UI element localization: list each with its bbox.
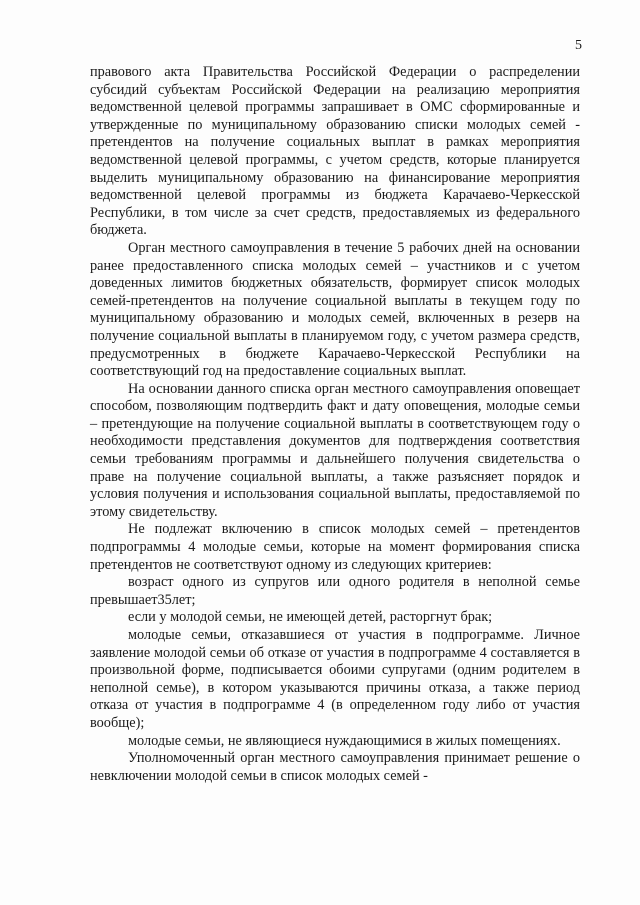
criterion-housing: молодые семьи, не являющиеся нуждающимися в жилых помещениях. — [128, 732, 561, 749]
document-body — [90, 64, 580, 785]
criterion-refusal: молодые семьи, отказавшиеся от участия в подпрограмме. Личное заявление молодой семьи об отказе от участия в подпрограмме 4 составляется в произвольной форме, подписывается обоими супругами (одним родителем в неполной семье), в котором указываются причины отказа, а также период отказа от участия в подпрограмме 4 (в определенном году либо от участия вообще); — [90, 627, 580, 731]
paragraph-exclusion-criteria: Не подлежат включению в список молодых семей – претендентов подпрограммы 4 молодые семьи, которые на момент формирования списка претендентов не соответствуют одному из следующих критериев: — [90, 521, 580, 573]
page-number: 5 — [575, 38, 582, 53]
paragraph-list-formation: Орган местного самоуправления в течение 5 рабочих дней на основании ранее предоставленного списка молодых семей – участников и с учетом доведенных лимитов бюджетных обязательств, формирует список молодых семей-претендентов на получение социальной выплаты в текущем году по муниципальному образованию и молодых семей, включенных в резерв на получение социальной выплаты в планируемом году, с учетом размера средств, предусмотренных в бюджете Карачаево-Черкесской Республики на соответствующий год на предоставление социальных выплат. — [90, 239, 580, 380]
criterion-divorce: если у молодой семьи, не имеющей детей, расторгнут брак; — [128, 609, 493, 626]
paragraph-authority-decision: Уполномоченный орган местного самоуправления принимает решение о невключении молодой семьи в список молодых семей - — [90, 750, 580, 784]
paragraph-continuation: правового акта Правительства Российской Федерации о распределении субсидий субъектам Российской Федерации на реализацию мероприятия ведомственной целевой программы запрашивает в ОМС сформированные и утвержденные по муниципальному образованию списки молодых семей - претендентов на получение социальных выплат в рамках мероприятия ведомственной целевой программы, с учетом средств, которые планируется выделить муниципальному образованию на финансирование мероприятия ведомственной целевой программы из бюджета Карачаево-Черкесской Республики, в том числе за счет средств, предоставляемых из федерального бюджета. — [90, 64, 580, 239]
paragraph-notification: На основании данного списка орган местного самоуправления оповещает способом, позволяющим подтвердить факт и дату оповещения, молодые семьи – претендующие на получение социальной выплаты в соответствующем году о необходимости представления документов для подтверждения соответствия семьи требованиям программы и дальнейшего получения свидетельства о праве на получение социальной выплаты, а также разъясняет порядок и условия получения и использования социальной выплаты, предоставляемой по этому свидетельству. — [90, 380, 580, 520]
criterion-age: возраст одного из супругов или одного родителя в неполной семье превышает35лет; — [90, 574, 580, 608]
